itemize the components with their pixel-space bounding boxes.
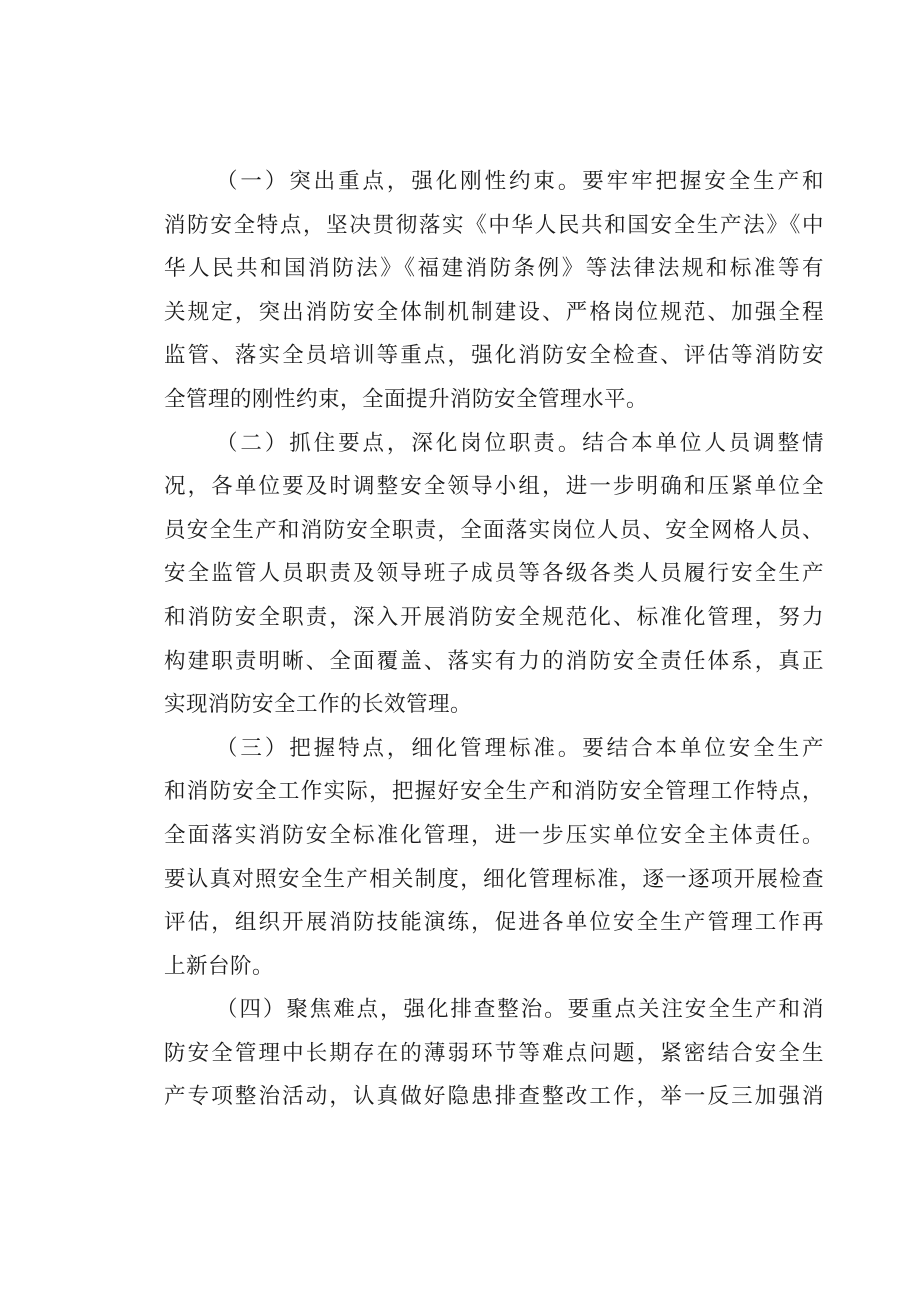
paragraph-line: 全管理的刚性约束，全面提升消防安全管理水平。 [164,386,649,412]
paragraph-line: 安全监管人员职责及领导班子成员等各级各类人员履行安全生产 [164,561,824,587]
paragraph-line: 上新台阶。 [164,953,275,979]
document-body [164,160,824,1119]
paragraph-line: （四）聚焦难点，强化排查整治。要重点关注安全生产和消 [216,997,824,1023]
paragraph-line: 监管、落实全员培训等重点，强化消防安全检查、评估等消防安 [164,343,824,369]
paragraph [164,160,824,422]
paragraph-line: 关规定，突出消防安全体制机制建设、严格岗位规范、加强全程 [164,299,824,325]
paragraph-line: 华人民共和国消防法》《福建消防条例》等法律法规和标准等有 [164,256,824,282]
paragraph-line: 和消防安全职责，深入开展消防安全规范化、标准化管理，努力 [164,604,824,630]
paragraph [164,988,824,1119]
paragraph-line: （一）突出重点，强化刚性约束。要牢牢把握安全生产和 [216,169,824,194]
paragraph-line: 全面落实消防安全标准化管理，进一步压实单位安全主体责任。 [164,822,824,848]
paragraph-line: 和消防安全工作实际，把握好安全生产和消防安全管理工作特点， [164,779,824,805]
paragraph-line: 员安全生产和消防安全职责，全面落实岗位人员、安全网格人员、 [164,517,824,543]
paragraph-line: 实现消防安全工作的长效管理。 [164,692,473,718]
paragraph-line: 况，各单位要及时调整安全领导小组，进一步明确和压紧单位全 [164,474,824,500]
paragraph-line: 消防安全特点，坚决贯彻落实《中华人民共和国安全生产法》《中 [164,212,824,238]
paragraph-line: （三）把握特点，细化管理标准。要结合本单位安全生产 [216,735,824,761]
paragraph-line: 评估，组织开展消防技能演练，促进各单位安全生产管理工作再 [164,910,824,936]
paragraph-line: 产专项整治活动，认真做好隐患排查整改工作，举一反三加强消 [164,1084,824,1110]
paragraph [164,422,824,727]
paragraph-line: 构建职责明晰、全面覆盖、落实有力的消防安全责任体系，真正 [164,648,824,674]
paragraph-line: （二）抓住要点，深化岗位职责。结合本单位人员调整情 [216,430,824,456]
paragraph-line: 要认真对照安全生产相关制度，细化管理标准，逐一逐项开展检查 [164,866,824,892]
paragraph [164,727,824,989]
paragraph-line: 防安全管理中长期存在的薄弱环节等难点问题，紧密结合安全生 [164,1040,824,1066]
